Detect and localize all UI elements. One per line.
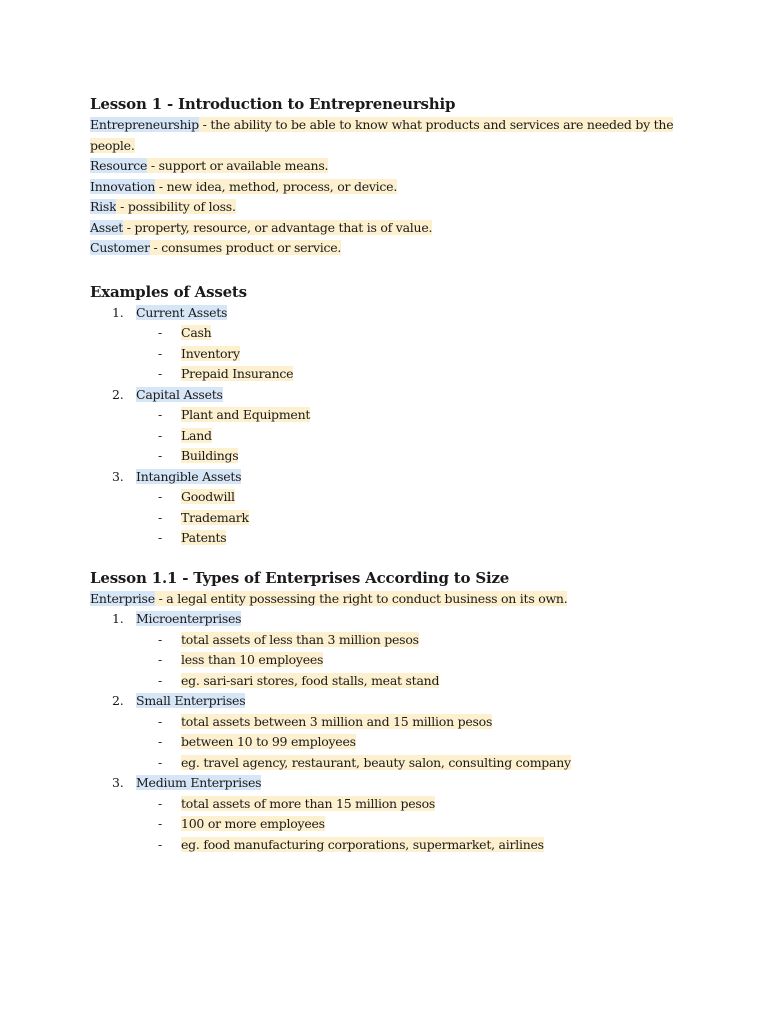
list-label: Intangible Assets bbox=[136, 468, 242, 484]
bullet-text: Plant and Equipment bbox=[181, 407, 311, 422]
term: Asset bbox=[90, 219, 124, 235]
definition-text: new idea, method, process, or device. bbox=[166, 178, 398, 194]
document-body bbox=[90, 93, 730, 855]
bullet-item bbox=[90, 528, 730, 549]
list-number: 3. bbox=[112, 775, 124, 790]
bullet-text: 100 or more employees bbox=[181, 816, 325, 831]
term: Innovation bbox=[90, 178, 156, 194]
separator: - bbox=[155, 178, 167, 194]
term: Entrepreneurship bbox=[90, 117, 199, 132]
term: Risk bbox=[90, 199, 117, 214]
term: Customer bbox=[90, 240, 150, 255]
spacer bbox=[90, 549, 730, 567]
bullet-item bbox=[90, 732, 730, 753]
bullet-item bbox=[90, 753, 730, 774]
definition-customer bbox=[90, 238, 730, 259]
list-item bbox=[90, 303, 730, 324]
bullet-item bbox=[90, 487, 730, 508]
dash: - bbox=[158, 509, 162, 525]
dash: - bbox=[158, 530, 162, 545]
bullet-text: less than 10 employees bbox=[181, 652, 324, 667]
bullet-text: Cash bbox=[181, 325, 212, 340]
bullet-text: eg. sari-sari stores, food stalls, meat stand bbox=[181, 672, 440, 688]
bullet-item bbox=[90, 712, 730, 733]
separator: - bbox=[116, 199, 128, 214]
definition-entrepreneurship bbox=[90, 115, 730, 136]
separator: - bbox=[123, 219, 135, 235]
bullet-item bbox=[90, 323, 730, 344]
bullet-text: eg. travel agency, restaurant, beauty salon, consulting company bbox=[181, 754, 571, 770]
list-number: 3. bbox=[112, 468, 124, 484]
assets-title: Examples of Assets bbox=[90, 282, 247, 301]
list-label: Microenterprises bbox=[136, 611, 242, 626]
definition-text: people. bbox=[90, 137, 135, 153]
bullet-item bbox=[90, 814, 730, 835]
bullet-item bbox=[90, 508, 730, 529]
dash: - bbox=[158, 816, 162, 831]
bullet-text: Buildings bbox=[181, 448, 239, 463]
list-number: 2. bbox=[112, 386, 124, 402]
spacer bbox=[90, 259, 730, 281]
bullet-item bbox=[90, 405, 730, 426]
dash: - bbox=[158, 448, 162, 463]
definition-text: the ability to be able to know what products and services are needed by the bbox=[210, 117, 674, 132]
term: Resource bbox=[90, 158, 148, 173]
definition-innovation bbox=[90, 177, 730, 198]
list-label: Medium Enterprises bbox=[136, 775, 262, 790]
definition-continuation bbox=[90, 136, 730, 157]
bullet-text: Patents bbox=[181, 530, 227, 545]
bullet-text: Land bbox=[181, 427, 212, 443]
bullet-item bbox=[90, 426, 730, 447]
dash: - bbox=[158, 754, 162, 770]
dash: - bbox=[158, 795, 162, 811]
list-number: 1. bbox=[112, 611, 124, 626]
list-item bbox=[90, 609, 730, 630]
bullet-item bbox=[90, 835, 730, 856]
bullet-text: total assets of less than 3 million pesos bbox=[181, 631, 419, 647]
dash: - bbox=[158, 631, 162, 647]
dash: - bbox=[158, 407, 162, 422]
bullet-text: eg. food manufacturing corporations, supermarket, airlines bbox=[181, 836, 544, 852]
definition-text: support or available means. bbox=[158, 158, 329, 173]
list-item bbox=[90, 385, 730, 406]
definition-enterprise bbox=[90, 589, 730, 610]
bullet-item bbox=[90, 671, 730, 692]
dash: - bbox=[158, 325, 162, 340]
definition-asset bbox=[90, 218, 730, 239]
definition-text: property, resource, or advantage that is of value. bbox=[134, 219, 433, 235]
bullet-text: total assets between 3 million and 15 million pesos bbox=[181, 713, 493, 729]
dash: - bbox=[158, 713, 162, 729]
bullet-text: Trademark bbox=[181, 509, 249, 525]
definition-risk bbox=[90, 197, 730, 218]
separator: - bbox=[154, 590, 167, 606]
bullet-item bbox=[90, 364, 730, 385]
list-number: 1. bbox=[112, 304, 124, 320]
list-item bbox=[90, 691, 730, 712]
definition-text: a legal entity possessing the right to conduct business on its own. bbox=[166, 590, 568, 606]
list-label: Current Assets bbox=[136, 304, 228, 320]
bullet-item bbox=[90, 794, 730, 815]
separator: - bbox=[198, 117, 211, 132]
bullet-text: total assets of more than 15 million pesos bbox=[181, 795, 436, 811]
dash: - bbox=[158, 366, 162, 381]
dash: - bbox=[158, 672, 162, 688]
bullet-item bbox=[90, 650, 730, 671]
lesson11-title: Lesson 1.1 - Types of Enterprises According to Size bbox=[90, 568, 510, 587]
dash: - bbox=[158, 734, 162, 749]
dash: - bbox=[158, 345, 162, 361]
list-label: Capital Assets bbox=[136, 386, 223, 402]
term: Enterprise bbox=[90, 590, 155, 606]
list-item bbox=[90, 773, 730, 794]
list-number: 2. bbox=[112, 693, 124, 708]
bullet-text: Goodwill bbox=[181, 489, 235, 504]
bullet-item bbox=[90, 344, 730, 365]
definition-text: possibility of loss. bbox=[127, 199, 236, 214]
bullet-item bbox=[90, 630, 730, 651]
dash: - bbox=[158, 836, 162, 852]
definition-text: consumes product or service. bbox=[161, 240, 342, 255]
bullet-text: between 10 to 99 employees bbox=[181, 734, 356, 749]
list-label: Small Enterprises bbox=[136, 693, 246, 708]
separator: - bbox=[147, 158, 159, 173]
bullet-text: Inventory bbox=[181, 345, 240, 361]
bullet-text: Prepaid Insurance bbox=[181, 366, 294, 381]
separator: - bbox=[149, 240, 162, 255]
lesson1-title: Lesson 1 - Introduction to Entrepreneurship bbox=[90, 95, 456, 113]
bullet-item bbox=[90, 446, 730, 467]
dash: - bbox=[158, 427, 162, 443]
list-item bbox=[90, 467, 730, 488]
dash: - bbox=[158, 652, 162, 667]
dash: - bbox=[158, 489, 162, 504]
definition-resource bbox=[90, 156, 730, 177]
